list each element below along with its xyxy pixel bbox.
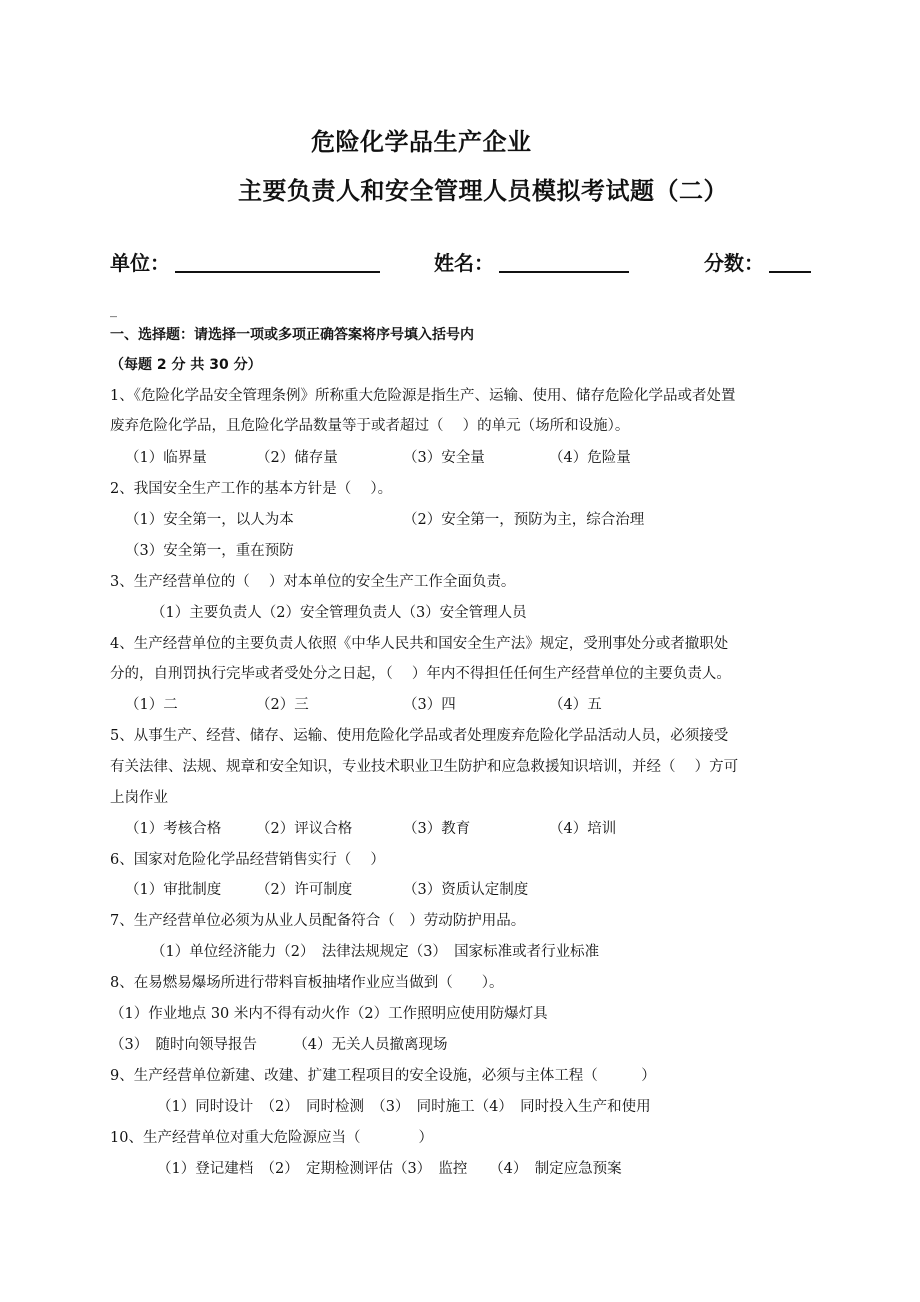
question-5-option-2: （2）评议合格 <box>256 821 353 837</box>
question-1-option-4: （4）危险量 <box>549 450 631 466</box>
question-8-options-line2: （3） 随时向领导报告 （4）无关人员撤离现场 <box>110 1037 448 1053</box>
question-2-option-3: （3）安全第一，重在预防 <box>125 543 294 559</box>
question-5-stem-line2: 有关法律、法规、规章和安全知识，专业技术职业卫生防护和应急救援知识培训，并经（ ）方可 <box>110 759 739 775</box>
question-1-stem-line1: 1、《危险化学品安全管理条例》所称重大危险源是指生产、运输、使用、储存危险化学品或者处置 <box>110 388 736 404</box>
question-2-option-1: （1）安全第一，以人为本 <box>125 512 294 528</box>
question-1-stem-line2: 废弃危险化学品，且危险化学品数量等于或者超过（ ）的单元（场所和设施）。 <box>110 418 630 434</box>
question-7-stem: 7、生产经营单位必须为从业人员配备符合（ ）劳动防护用品。 <box>110 913 526 929</box>
question-5-option-3: （3）教育 <box>403 821 471 837</box>
question-5-option-4: （4）培训 <box>549 821 617 837</box>
question-10-stem: 10、生产经营单位对重大危险源应当（ ） <box>110 1130 433 1146</box>
question-1-option-1: （1）临界量 <box>125 450 207 466</box>
question-4-option-1: （1）二 <box>125 697 178 713</box>
question-7-options: （1）单位经济能力（2） 法律法规规定（3） 国家标准或者行业标准 <box>151 944 600 960</box>
question-6-stem: 6、国家对危险化学品经营销售实行（ ） <box>110 852 385 868</box>
question-5-stem-line3: 上岗作业 <box>110 790 168 806</box>
question-9-stem: 9、生产经营单位新建、改建、扩建工程项目的安全设施，必须与主体工程（ ） <box>110 1068 656 1084</box>
question-10-options: （1）登记建档 （2） 定期检测评估（3） 监控 （4） 制定应急预案 <box>157 1161 622 1177</box>
question-4-option-4: （4）五 <box>549 697 602 713</box>
question-9-options: （1）同时设计 （2） 同时检测 （3） 同时施工（4） 同时投入生产和使用 <box>157 1099 651 1115</box>
document-title-line1: 危险化学品生产企业 <box>311 128 532 156</box>
section-heading: 一、选择题：请选择一项或多项正确答案将序号填入括号内 <box>110 327 474 343</box>
name-blank <box>499 271 629 273</box>
question-4-stem-line2: 分的，自刑罚执行完毕或者受处分之日起，（ ）年内不得担任任何生产经营单位的主要负责人。 <box>110 666 731 682</box>
stray-underscore: _ <box>110 302 117 318</box>
section-note: （每题 2 分 共 30 分） <box>110 357 262 373</box>
question-1-option-2: （2）储存量 <box>256 450 338 466</box>
question-8-stem: 8、在易燃易爆场所进行带料盲板抽堵作业应当做到（ ）。 <box>110 975 504 991</box>
question-8-options-line1: （1）作业地点 30 米内不得有动火作（2）工作照明应使用防爆灯具 <box>110 1006 548 1022</box>
unit-blank <box>175 271 380 273</box>
question-3-options: （1）主要负责人（2）安全管理负责人（3）安全管理人员 <box>151 605 527 621</box>
question-5-option-1: （1）考核合格 <box>125 821 222 837</box>
score-blank <box>769 271 811 273</box>
question-1-option-3: （3）安全量 <box>403 450 485 466</box>
question-4-option-3: （3）四 <box>403 697 456 713</box>
document-title-line2: 主要负责人和安全管理人员模拟考试题（二） <box>238 177 728 205</box>
question-4-option-2: （2）三 <box>256 697 309 713</box>
question-6-option-2: （2）许可制度 <box>256 882 353 898</box>
question-6-option-1: （1）审批制度 <box>125 882 222 898</box>
score-label: 分数： <box>704 251 764 275</box>
question-2-stem: 2、我国安全生产工作的基本方针是（ ）。 <box>110 481 393 497</box>
unit-label: 单位： <box>110 251 170 275</box>
name-label: 姓名： <box>434 251 494 275</box>
question-6-option-3: （3）资质认定制度 <box>403 882 529 898</box>
question-5-stem-line1: 5、从事生产、经营、储存、运输、使用危险化学品或者处理废弃危险化学品活动人员，必须接受 <box>110 728 729 744</box>
question-3-stem: 3、生产经营单位的（ ）对本单位的安全生产工作全面负责。 <box>110 574 516 590</box>
question-4-stem-line1: 4、生产经营单位的主要负责人依照《中华人民共和国安全生产法》规定，受刑事处分或者撤职处 <box>110 636 729 652</box>
question-2-option-2: （2）安全第一，预防为主，综合治理 <box>403 512 645 528</box>
